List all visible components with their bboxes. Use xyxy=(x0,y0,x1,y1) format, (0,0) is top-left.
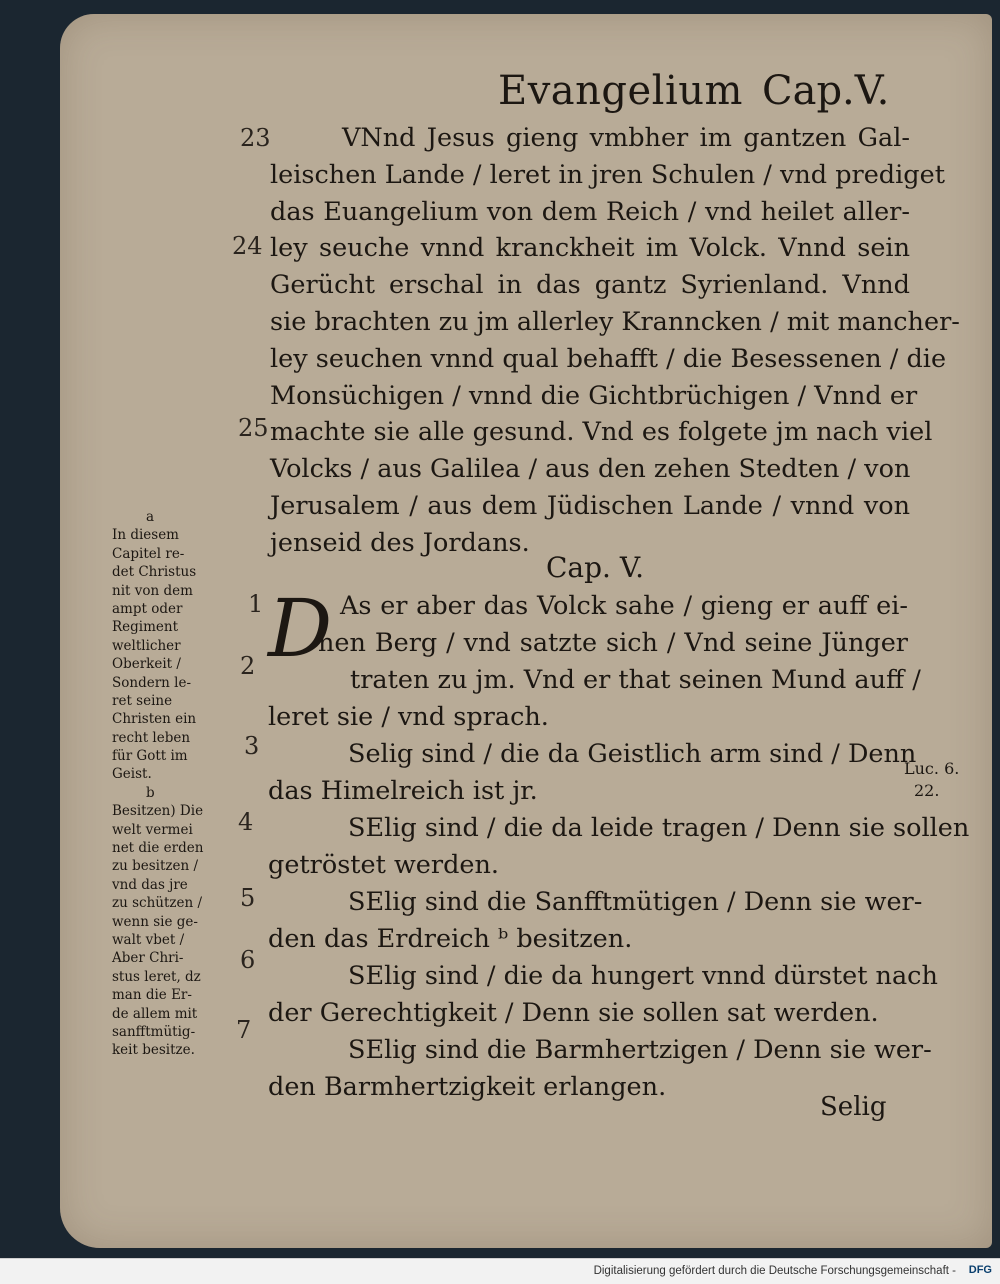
text-line: nen Berg / vnd satzte sich / Vnd seine Jünger xyxy=(318,628,908,658)
margin-note-line: welt vermei xyxy=(112,821,193,838)
section-heading: Cap. V. xyxy=(546,551,645,584)
text-line: traten zu jm. Vnd er that seinen Mund auff / xyxy=(350,665,921,695)
text-line: getröstet werden. xyxy=(268,850,500,880)
margin-note-line: Sondern le- xyxy=(112,674,192,691)
margin-note-line: b xyxy=(146,784,155,801)
text-line: ley seuche vnnd kranckheit im Volck. Vnnd sein xyxy=(270,233,910,264)
verse-number-24: 24 xyxy=(232,232,263,260)
margin-note-line: ret seine xyxy=(112,692,173,709)
margin-note-line: Aber Chri- xyxy=(112,950,184,967)
text-line: das Himelreich ist jr. xyxy=(268,776,538,806)
text-line: leret sie / vnd sprach. xyxy=(268,702,549,732)
text-line: leischen Lande / leret in jren Schulen / vnd prediget xyxy=(270,159,945,190)
margin-note-line: Besitzen) Die xyxy=(112,803,204,820)
margin-note-line: net die erden xyxy=(112,840,204,857)
text-line: SElig sind die Sanfftmütigen / Denn sie wer- xyxy=(348,887,923,917)
text-line: jenseid des Jordans. xyxy=(270,527,530,558)
text-line: der Gerechtigkeit / Denn sie sollen sat werden. xyxy=(268,998,879,1028)
drop-cap: D xyxy=(268,582,333,675)
margin-reference: Luc. 6. xyxy=(904,759,960,778)
chapter-4-text xyxy=(270,120,960,562)
margin-note-line: Regiment xyxy=(112,619,179,636)
margin-note-line: recht leben xyxy=(112,729,191,746)
verse-number-6: 6 xyxy=(240,946,256,974)
running-header-chapter: Cap.V. xyxy=(762,68,890,114)
margin-note-line: wenn sie ge- xyxy=(112,913,198,930)
verse-number-7: 7 xyxy=(236,1016,252,1044)
margin-note-line: sanfftmütig- xyxy=(112,1023,196,1040)
margin-note-line: Capitel re- xyxy=(112,545,185,562)
text-line: das Euangelium von dem Reich / vnd heilet aller- xyxy=(270,196,910,227)
margin-note-line: a xyxy=(146,509,155,525)
margin-note-right xyxy=(904,758,959,802)
text-line: Selig sind / die da Geistlich arm sind / Denn xyxy=(348,739,917,769)
margin-note-line: keit besitze. xyxy=(112,1042,195,1059)
margin-note-line: In diesem xyxy=(112,527,179,544)
text-line: VNnd Jesus gieng vmbher im gantzen Gal- xyxy=(342,123,910,153)
footer-credit: Digitalisierung gefördert durch die Deutsche Forschungsgemeinschaft - xyxy=(593,1265,956,1277)
margin-note-line: ampt oder xyxy=(112,600,183,617)
dfg-logo-icon: DFG xyxy=(968,1264,992,1276)
margin-note-line: zu schützen / xyxy=(112,895,203,912)
margin-note-line: vnd das jre xyxy=(112,876,188,893)
margin-note-line: walt vbet / xyxy=(112,931,185,948)
margin-note-line: Geist. xyxy=(112,766,152,783)
text-line: As er aber das Volck sahe / gieng er auff ei- xyxy=(340,591,908,621)
text-line: Monsüchigen / vnnd die Gichtbrüchigen / Vnnd er xyxy=(270,380,918,411)
verse-number-4: 4 xyxy=(238,808,254,836)
text-line: SElig sind die Barmhertzigen / Denn sie wer- xyxy=(348,1035,932,1065)
text-line: den das Erdreich ᵇ besitzen. xyxy=(268,924,633,954)
text-line: SElig sind / die da leide tragen / Denn sie sollen xyxy=(348,813,970,843)
verse-number-2: 2 xyxy=(240,652,256,680)
text-line: sie brachten zu jm allerley Kranncken / mit mancher- xyxy=(270,306,960,337)
running-header-title: Evangelium xyxy=(498,68,743,114)
margin-note-left xyxy=(112,508,230,1060)
margin-note-line: für Gott im xyxy=(112,748,188,765)
margin-reference: 22. xyxy=(914,781,940,800)
verse-number-5: 5 xyxy=(240,884,256,912)
text-line: Gerücht erschal in das gantz Syrienland. Vnnd xyxy=(270,270,910,301)
verse-number-1: 1 xyxy=(248,590,264,618)
margin-note-line: stus leret, dz xyxy=(112,968,201,985)
verse-number-3: 3 xyxy=(244,732,260,760)
text-line: ley seuchen vnnd qual behafft / die Besessenen / die xyxy=(270,343,947,374)
footer-bar xyxy=(0,1258,1000,1284)
margin-note-line: nit von dem xyxy=(112,582,193,599)
catchword: Selig xyxy=(820,1092,887,1122)
verse-number-25: 25 xyxy=(238,414,269,442)
margin-note-line: man die Er- xyxy=(112,987,192,1004)
verse-number-23: 23 xyxy=(240,124,271,152)
margin-note-line: Oberkeit / xyxy=(112,656,181,673)
text-line: SElig sind / die da hungert vnnd dürstet nach xyxy=(348,961,938,991)
text-line: den Barmhertzigkeit erlangen. xyxy=(268,1072,667,1102)
text-line: machte sie alle gesund. Vnd es folgete jm nach viel xyxy=(270,417,933,448)
margin-note-line: de allem mit xyxy=(112,1005,198,1022)
margin-note-line: zu besitzen / xyxy=(112,858,199,875)
text-line: Jerusalem / aus dem Jüdischen Lande / vnnd von xyxy=(270,490,910,521)
text-line: Volcks / aus Galilea / aus den zehen Stedten / von xyxy=(270,454,911,485)
margin-note-line: Christen ein xyxy=(112,711,197,728)
margin-note-line: det Christus xyxy=(112,564,197,581)
margin-note-line: weltlicher xyxy=(112,637,181,654)
